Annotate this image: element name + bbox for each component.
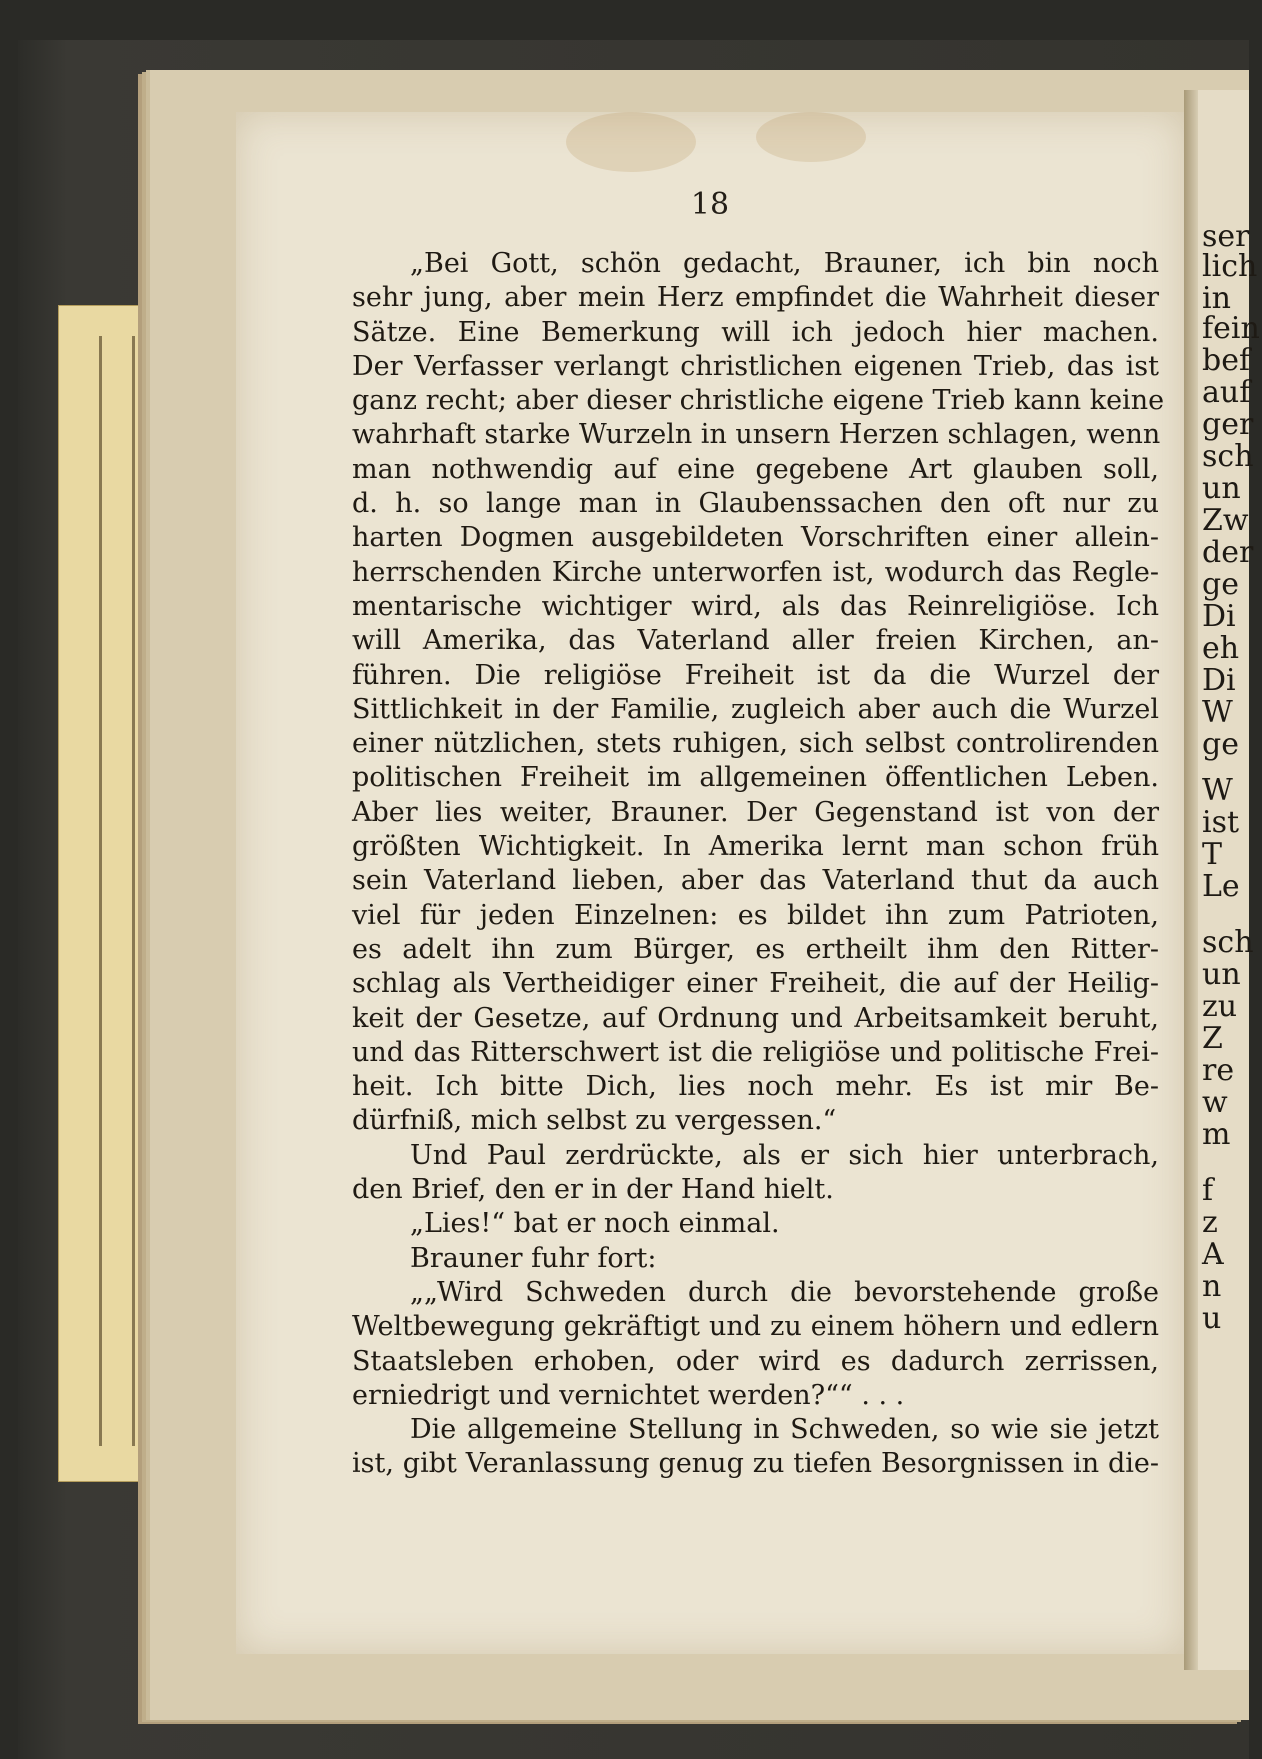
- facing-page-fragment: lich: [1202, 249, 1258, 284]
- facing-page-fragment: T: [1202, 837, 1223, 872]
- text-line: es adelt ihn zum Bürger, es ertheilt ihm den Ritter-: [352, 933, 1159, 965]
- facing-page-fragment: Di: [1202, 663, 1236, 698]
- page-number: 18: [690, 187, 730, 222]
- facing-page-fragment: zu: [1202, 989, 1238, 1024]
- text-line: keit der Gesetze, auf Ordnung und Arbeitsamkeit beruht,: [352, 1002, 1159, 1034]
- facing-page-fragment: ger: [1202, 407, 1254, 442]
- text-line: sehr jung, aber mein Herz empfindet die Wahrheit dieser: [352, 282, 1159, 314]
- facing-page-fragment: z: [1202, 1205, 1218, 1240]
- text-line: Brauner fuhr fort:: [410, 1242, 657, 1274]
- facing-page-fragment: re: [1202, 1053, 1235, 1088]
- facing-page-fragment: un: [1202, 471, 1241, 506]
- facing-page-fragment: eh: [1202, 631, 1240, 666]
- text-line: dürfniß, mich selbst zu vergessen.“: [352, 1105, 837, 1137]
- text-line: viel für jeden Einzelnen: es bildet ihn zum Patrioten,: [352, 899, 1159, 931]
- text-line: schlag als Vertheidiger einer Freiheit, die auf der Heilig-: [352, 968, 1159, 1000]
- facing-page-fragment: Di: [1202, 599, 1236, 634]
- facing-page-fragment: W: [1202, 773, 1233, 808]
- facing-page-fragment: auf: [1202, 375, 1251, 410]
- facing-page-fragment: sch: [1202, 925, 1254, 960]
- facing-page-fragment: ge: [1202, 567, 1239, 602]
- text-line: politischen Freiheit im allgemeinen öffentlichen Leben.: [352, 762, 1159, 794]
- text-line: ganz recht; aber dieser christliche eigene Trieb kann keine: [352, 385, 1165, 417]
- text-line: harten Dogmen ausgebildeten Vorschriften einer allein-: [352, 522, 1159, 554]
- facing-page-fragment: f: [1202, 1173, 1214, 1208]
- text-line: Sätze. Eine Bemerkung will ich jedoch hier machen.: [352, 316, 1159, 348]
- facing-page-fragment: bef: [1202, 343, 1251, 378]
- book-gutter: [1184, 90, 1198, 1670]
- text-line: „„Wird Schweden durch die bevorstehende große: [410, 1276, 1159, 1308]
- facing-page-fragment: der: [1202, 535, 1254, 570]
- facing-page-fragment: un: [1202, 957, 1241, 992]
- facing-page-fragment: Le: [1202, 869, 1240, 904]
- facing-page-fragment: m: [1202, 1117, 1231, 1152]
- facing-page-fragment: in: [1202, 281, 1231, 316]
- book-page: [236, 112, 1184, 1654]
- facing-page-fragment: fein: [1202, 311, 1260, 346]
- text-line: Und Paul zerdrückte, als er sich hier unterbrach,: [410, 1139, 1159, 1171]
- text-line: wahrhaft starke Wurzeln in unsern Herzen schlagen, wenn: [352, 419, 1161, 451]
- text-line: einer nützlichen, stets ruhigen, sich selbst controlirenden: [352, 728, 1159, 760]
- text-line: größten Wichtigkeit. In Amerika lernt man schon früh: [352, 831, 1159, 863]
- facing-page-fragment: u: [1202, 1301, 1222, 1336]
- text-line: d. h. so lange man in Glaubenssachen den oft nur zu: [352, 488, 1159, 520]
- text-line: Weltbewegung gekräftigt und zu einem höhern und edlern: [352, 1311, 1159, 1343]
- text-line: Der Verfasser verlangt christlichen eigenen Trieb, das ist: [352, 350, 1159, 382]
- text-line: Sittlichkeit in der Familie, zugleich aber auch die Wurzel: [352, 693, 1159, 725]
- facing-page-fragment: Zw: [1202, 503, 1249, 538]
- facing-page-fragment: ser: [1202, 219, 1250, 254]
- facing-page-fragment: W: [1202, 695, 1233, 730]
- bookmark-ornament: [99, 336, 135, 1446]
- facing-page-fragment: Z: [1202, 1021, 1223, 1056]
- facing-page-edge: [1198, 90, 1260, 1670]
- facing-page-fragment: w: [1202, 1085, 1228, 1120]
- water-stain: [566, 112, 696, 172]
- text-line: man nothwendig auf eine gegebene Art glauben soll,: [352, 453, 1159, 485]
- water-stain: [756, 112, 866, 162]
- facing-page-fragment: n: [1202, 1269, 1222, 1304]
- body-text: [352, 247, 1165, 1482]
- text-line: mentarische wichtiger wird, als das Reinreligiöse. Ich: [352, 590, 1159, 622]
- text-line: den Brief, den er in der Hand hielt.: [352, 1174, 834, 1206]
- text-line: „Lies!“ bat er noch einmal.: [410, 1208, 780, 1240]
- text-line: Staatsleben erhoben, oder wird es dadurch zerrissen,: [352, 1345, 1159, 1377]
- facing-page-fragment: sch: [1202, 439, 1254, 474]
- text-line: Die allgemeine Stellung in Schweden, so wie sie jetzt: [410, 1414, 1159, 1446]
- text-line: erniedrigt und vernichtet werden?““ . . .: [352, 1379, 905, 1411]
- text-line: heit. Ich bitte Dich, lies noch mehr. Es ist mir Be-: [352, 1071, 1159, 1103]
- facing-page-fragment: ge: [1202, 727, 1239, 762]
- text-line: will Amerika, das Vaterland aller freien Kirchen, an-: [352, 625, 1159, 657]
- text-line: herrschenden Kirche unterworfen ist, wodurch das Regle-: [352, 556, 1159, 588]
- text-line: und das Ritterschwert ist die religiöse und politische Frei-: [352, 1036, 1159, 1068]
- text-line: ist, gibt Veranlassung genug zu tiefen Besorgnissen in die-: [352, 1448, 1159, 1480]
- facing-page-fragment: A: [1202, 1237, 1224, 1272]
- text-line: Aber lies weiter, Brauner. Der Gegenstand ist von der: [352, 796, 1159, 828]
- text-line: „Bei Gott, schön gedacht, Brauner, ich bin noch: [410, 248, 1159, 279]
- text-line: sein Vaterland lieben, aber das Vaterland thut da auch: [352, 865, 1159, 897]
- facing-page-fragment: ist: [1202, 805, 1240, 840]
- text-line: führen. Die religiöse Freiheit ist da die Wurzel der: [352, 659, 1159, 691]
